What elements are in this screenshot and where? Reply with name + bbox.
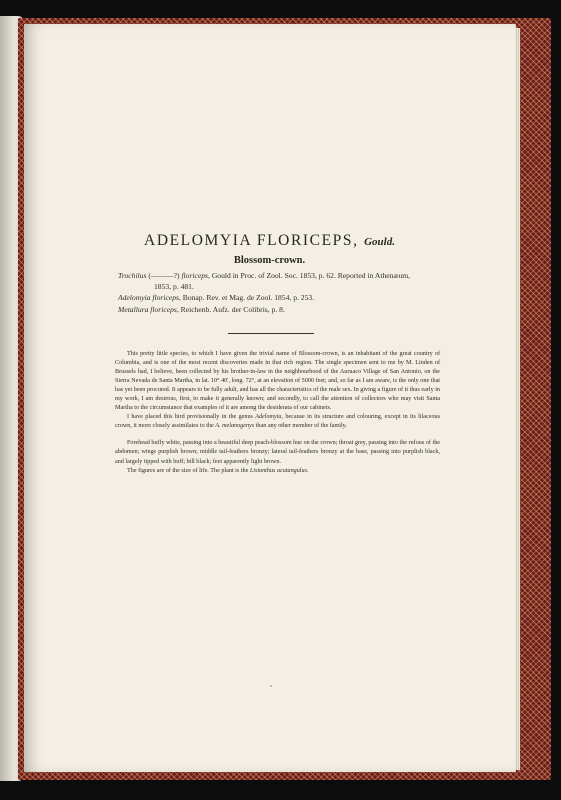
- paragraph: This pretty little species, to which I have given the trivial name of Blossom-crown, is an inhabitant of the great country of Columbia, and is one of the most recent discoveries made in that rich region. The single specimen sent to me by M. Linden of Brussels had, I believe, been collected by his brother-in-law in the neighbourhood of the Auruaco Village of San Antonio, on the Sierra Nevada de Santa Martha, in lat. 10° 40', long. 72°, at an elevation of 5000 feet; and, so far as I am aware, is the only one that has yet been procured. It appears to be fully adult, and has all the characteristics of the male sex. In giving a figure of it thus early in my work, I am desirous, first, to make it generally known; and secondly, to call the attention of collectors who may visit Santa Martha to the circumstance that examples of it are among the desiderata of our cabinets.: [115, 351, 440, 412]
- reference-line: Trochilus (———?) floriceps, Gould in Proc. of Zool. Soc. 1853, p. 62. Reported in Athenæum, 1853, p. 481.: [118, 271, 411, 292]
- page-stack-edge: [515, 28, 520, 770]
- reference-line: Metallura floriceps, Reichenb. Aufz. der Colibris, p. 8.: [118, 304, 285, 314]
- paper-speck: [270, 685, 272, 687]
- paragraph: I have placed this bird provisionally in the genus Adelomyia, because in its structure and colouring, except in its lilaceous crown, it more closely assimilates to the A. melanogenys than any other member of the family.: [115, 414, 440, 430]
- synonymy-references: [118, 270, 448, 315]
- heading: [24, 232, 515, 266]
- common-name: Blossom-crown.: [233, 255, 306, 266]
- species-title: [24, 232, 515, 250]
- paragraph: The figures are of the size of life. The plant is the Lisianthus acutangulus.: [127, 467, 309, 474]
- description-text: [115, 350, 440, 476]
- species-authority: Gould.: [364, 236, 395, 248]
- paragraph: Forehead buffy white, passing into a beautiful deep peach-blossom hue on the crown; throat grey, passing into the rufous of the abdomen; wings purplish brown; middle tail-feathers bronzy; lateral tail-feathers bronzy at the base, passing into purplish black, and largely tipped with buff; bill black; feet apparently light brown.: [115, 440, 440, 465]
- section-divider: [228, 333, 314, 334]
- reference-line: Adelomyia floriceps, Bonap. Rev. et Mag. de Zool. 1854, p. 253.: [118, 293, 315, 303]
- species-name: ADELOMYIA FLORICEPS,: [144, 232, 359, 249]
